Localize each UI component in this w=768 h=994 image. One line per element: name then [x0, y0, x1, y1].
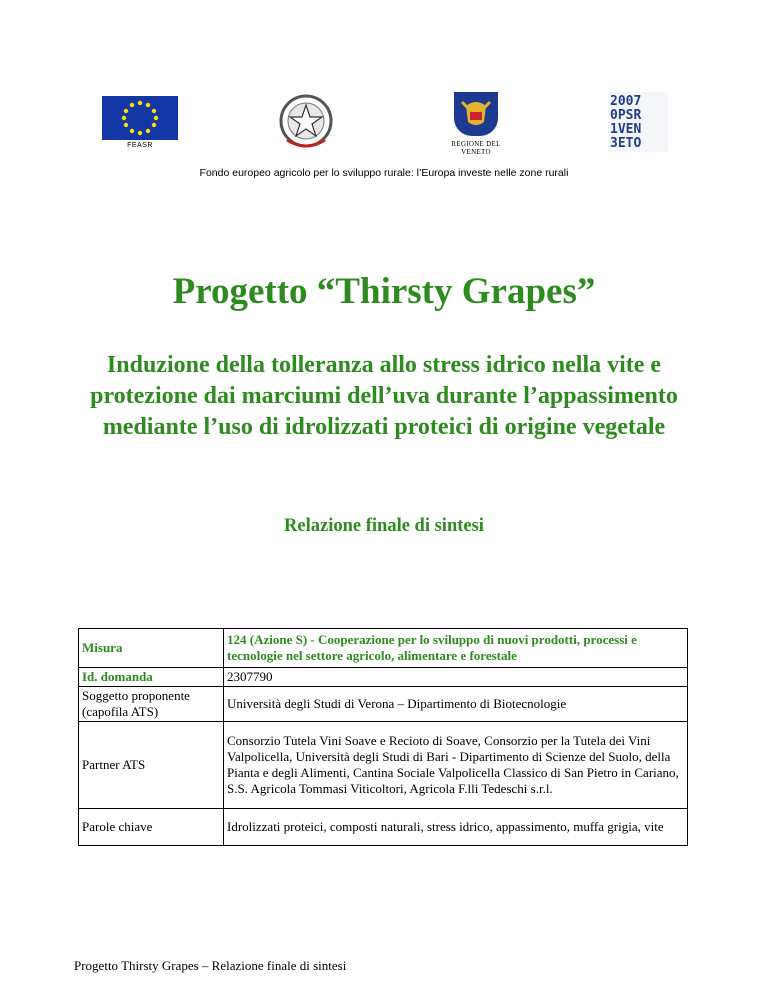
- domanda-label: Id. domanda: [79, 668, 224, 687]
- table-row: [79, 668, 688, 687]
- feasr-tagline: Fondo europeo agricolo per lo sviluppo rurale: l’Europa investe nelle zone rurali: [199, 167, 569, 179]
- proponente-label: Soggetto proponente (capofila ATS): [79, 687, 224, 722]
- regione-veneto-logo: [440, 92, 512, 156]
- lion-shield-icon: [454, 92, 498, 136]
- parole-label: Parole chiave: [79, 809, 224, 846]
- table-row: [79, 629, 688, 668]
- psr-line-1: 2007: [610, 94, 642, 109]
- page-footer: Progetto Thirsty Grapes – Relazione finale di sintesi: [74, 958, 347, 973]
- report-title: Relazione finale di sintesi: [284, 516, 484, 536]
- psr-line-3: 1VEN: [610, 122, 642, 137]
- eu-flag-icon: [102, 96, 178, 140]
- project-subtitle: Induzione della tolleranza allo stress idrico nella vite e protezione dai marciumi dell’uva durante l’appassimento mediante l’uso di idrolizzati proteici di origine vegetale: [90, 352, 678, 440]
- domanda-value: 2307790: [224, 668, 688, 687]
- psr-line-2: 0PSR: [610, 108, 642, 123]
- table-row: [79, 722, 688, 809]
- psr-line-4: 3ETO: [610, 136, 642, 151]
- proponente-value: Università degli Studi di Verona – Dipartimento di Biotecnologie: [224, 687, 688, 722]
- parole-value: Idrolizzati proteici, composti naturali, stress idrico, appassimento, muffa grigia, vite: [224, 809, 688, 846]
- table-row: [79, 809, 688, 846]
- misura-label: Misura: [79, 629, 224, 668]
- logo-strip: [0, 92, 768, 162]
- partner-label: Partner ATS: [79, 722, 224, 809]
- psr-veneto-logo: [608, 92, 668, 152]
- eu-logo: [102, 96, 178, 150]
- project-info-table: [78, 628, 688, 846]
- italian-republic-emblem-icon: [277, 92, 335, 154]
- veneto-caption: REGIONE DEL VENETO: [451, 140, 501, 156]
- misura-value: 124 (Azione S) - Cooperazione per lo sviluppo di nuovi prodotti, processi e tecnologie nel settore agricolo, alimentare e forestale: [224, 629, 688, 668]
- page-title: Progetto “Thirsty Grapes”: [172, 271, 596, 312]
- eu-caption: FEASR: [127, 142, 153, 149]
- partner-value: Consorzio Tutela Vini Soave e Recioto di Soave, Consorzio per la Tutela dei Vini Valpolicella, Università degli Studi di Bari - Dipartimento di Scienze del Suolo, della Pianta e degli Alimenti, Cantina Sociale Valpolicella Classico di San Pietro in Cariano, S.S. Agricola Tommasi Viticoltori, Agricola F.lli Tedeschi s.r.l.: [224, 722, 688, 809]
- table-row: [79, 687, 688, 722]
